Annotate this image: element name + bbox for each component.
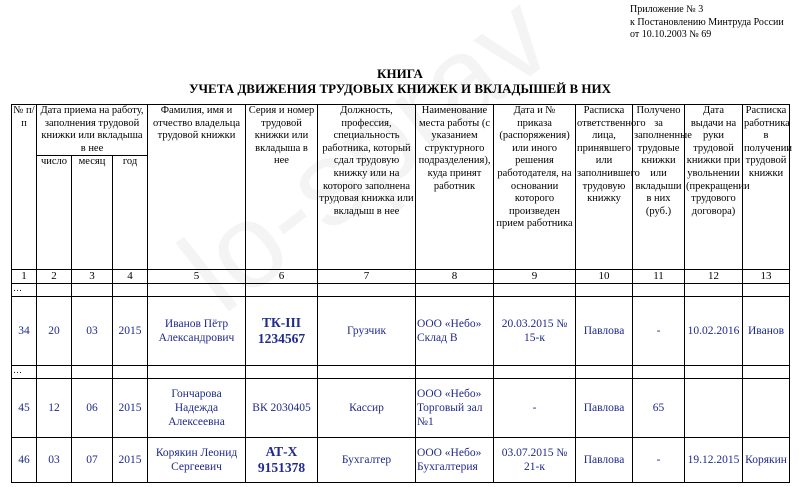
cell-day: 03 bbox=[37, 438, 72, 483]
document-subtitle: УЧЕТА ДВИЖЕНИЯ ТРУДОВЫХ КНИЖЕК И ВКЛАДЫШЕЙ В НИХ bbox=[188, 81, 612, 96]
header-position: Должность, профессия, специальность работника, который сдал трудовую книжку или на которого заполнена трудовая книжка или вкладыш в нее bbox=[318, 105, 416, 270]
cell-order: 03.07.2015 № 21-к bbox=[494, 438, 576, 483]
col-number: 4 bbox=[113, 270, 148, 284]
ellipsis-row bbox=[12, 366, 790, 379]
ellipsis-cell: … bbox=[12, 366, 37, 379]
appendix-line-2: к Постановлению Минтруда России bbox=[630, 16, 784, 28]
cell-workplace: ООО «Небо» Бухгалтерия bbox=[416, 438, 494, 483]
column-numbers-row bbox=[12, 270, 790, 284]
cell-receiver-sign: Павлова bbox=[576, 379, 633, 438]
cell-fee: - bbox=[633, 297, 685, 366]
cell-month: 07 bbox=[72, 438, 113, 483]
header-date: Дата приема на работу, заполнения трудовой книжки или вкладыша в нее bbox=[37, 105, 148, 156]
col-number: 6 bbox=[246, 270, 318, 284]
cell-month: 03 bbox=[72, 297, 113, 366]
cell-name: Иванов Пётр Александрович bbox=[148, 297, 246, 366]
header-series: Серия и номер трудовой книжки или вкладыша в нее bbox=[246, 105, 318, 270]
cell-fee: - bbox=[633, 438, 685, 483]
header-issue-date: Дата выдачи на руки трудовой книжки при увольнении (прекращении трудового договора) bbox=[685, 105, 743, 270]
header-month: месяц bbox=[72, 156, 113, 270]
cell-day: 20 bbox=[37, 297, 72, 366]
col-number: 5 bbox=[148, 270, 246, 284]
cell-issue-date: 19.12.2015 bbox=[685, 438, 743, 483]
cell-order: 20.03.2015 № 15-к bbox=[494, 297, 576, 366]
cell-year: 2015 bbox=[113, 297, 148, 366]
cell-receiver-sign: Павлова bbox=[576, 297, 633, 366]
table-row bbox=[12, 297, 790, 366]
header-name: Фамилия, имя и отчество владельца трудовой книжки bbox=[148, 105, 246, 270]
appendix-note bbox=[630, 4, 784, 42]
table-row bbox=[12, 438, 790, 483]
cell-series: ВК 2030405 bbox=[246, 379, 318, 438]
cell-series: ТК-III 1234567 bbox=[246, 297, 318, 366]
cell-position: Грузчик bbox=[318, 297, 416, 366]
cell-employee-sign bbox=[743, 379, 790, 438]
col-number: 2 bbox=[37, 270, 72, 284]
cell-issue-date: 10.02.2016 bbox=[685, 297, 743, 366]
header-order: Дата и № приказа (распоряжения) или иного решения работодателя, на основании которого произведен прием работника bbox=[494, 105, 576, 270]
cell-fee: 65 bbox=[633, 379, 685, 438]
cell-year: 2015 bbox=[113, 438, 148, 483]
cell-employee-sign: Корякин bbox=[743, 438, 790, 483]
header-employee-sign: Расписка работника в получении трудовой книжки bbox=[743, 105, 790, 270]
cell-workplace: ООО «Небо» Склад В bbox=[416, 297, 494, 366]
header-num: № п/п bbox=[12, 105, 37, 270]
cell-name: Корякин Леонид Сергеевич bbox=[148, 438, 246, 483]
appendix-line-1: Приложение № 3 bbox=[630, 4, 704, 15]
document-title: КНИГА bbox=[377, 66, 423, 81]
col-number: 13 bbox=[743, 270, 790, 284]
cell-month: 06 bbox=[72, 379, 113, 438]
header-fee: Получено за заполненные трудовые книжки или вкладыши в них (руб.) bbox=[633, 105, 685, 270]
cell-year: 2015 bbox=[113, 379, 148, 438]
col-number: 7 bbox=[318, 270, 416, 284]
cell-employee-sign: Иванов bbox=[743, 297, 790, 366]
header-year: год bbox=[113, 156, 148, 270]
cell-issue-date bbox=[685, 379, 743, 438]
col-number: 1 bbox=[12, 270, 37, 284]
col-number: 12 bbox=[685, 270, 743, 284]
cell-num: 46 bbox=[12, 438, 37, 483]
cell-position: Бухгалтер bbox=[318, 438, 416, 483]
cell-day: 12 bbox=[37, 379, 72, 438]
appendix-line-3: от 10.10.2003 № 69 bbox=[630, 29, 712, 40]
table-row bbox=[12, 379, 790, 438]
cell-series: АТ-Х 9151378 bbox=[246, 438, 318, 483]
col-number: 3 bbox=[72, 270, 113, 284]
header-day: число bbox=[37, 156, 72, 270]
header-row bbox=[12, 105, 790, 156]
cell-num: 45 bbox=[12, 379, 37, 438]
records-table bbox=[11, 104, 793, 483]
cell-position: Кассир bbox=[318, 379, 416, 438]
ellipsis-cell: … bbox=[12, 284, 37, 297]
header-workplace: Наименование места работы (с указанием структурного подразделения), куда принят работник bbox=[416, 105, 494, 270]
cell-num: 34 bbox=[12, 297, 37, 366]
col-number: 10 bbox=[576, 270, 633, 284]
cell-name: Гончарова Надежда Алексеевна bbox=[148, 379, 246, 438]
header-receiver-sign: Расписка ответственного лица, принявшего или заполнившего трудовую книжку bbox=[576, 105, 633, 270]
cell-receiver-sign: Павлова bbox=[576, 438, 633, 483]
cell-order: - bbox=[494, 379, 576, 438]
col-number: 9 bbox=[494, 270, 576, 284]
col-number: 8 bbox=[416, 270, 494, 284]
cell-workplace: ООО «Небо» Торговый зал №1 bbox=[416, 379, 494, 438]
col-number: 11 bbox=[633, 270, 685, 284]
ellipsis-row bbox=[12, 284, 790, 297]
